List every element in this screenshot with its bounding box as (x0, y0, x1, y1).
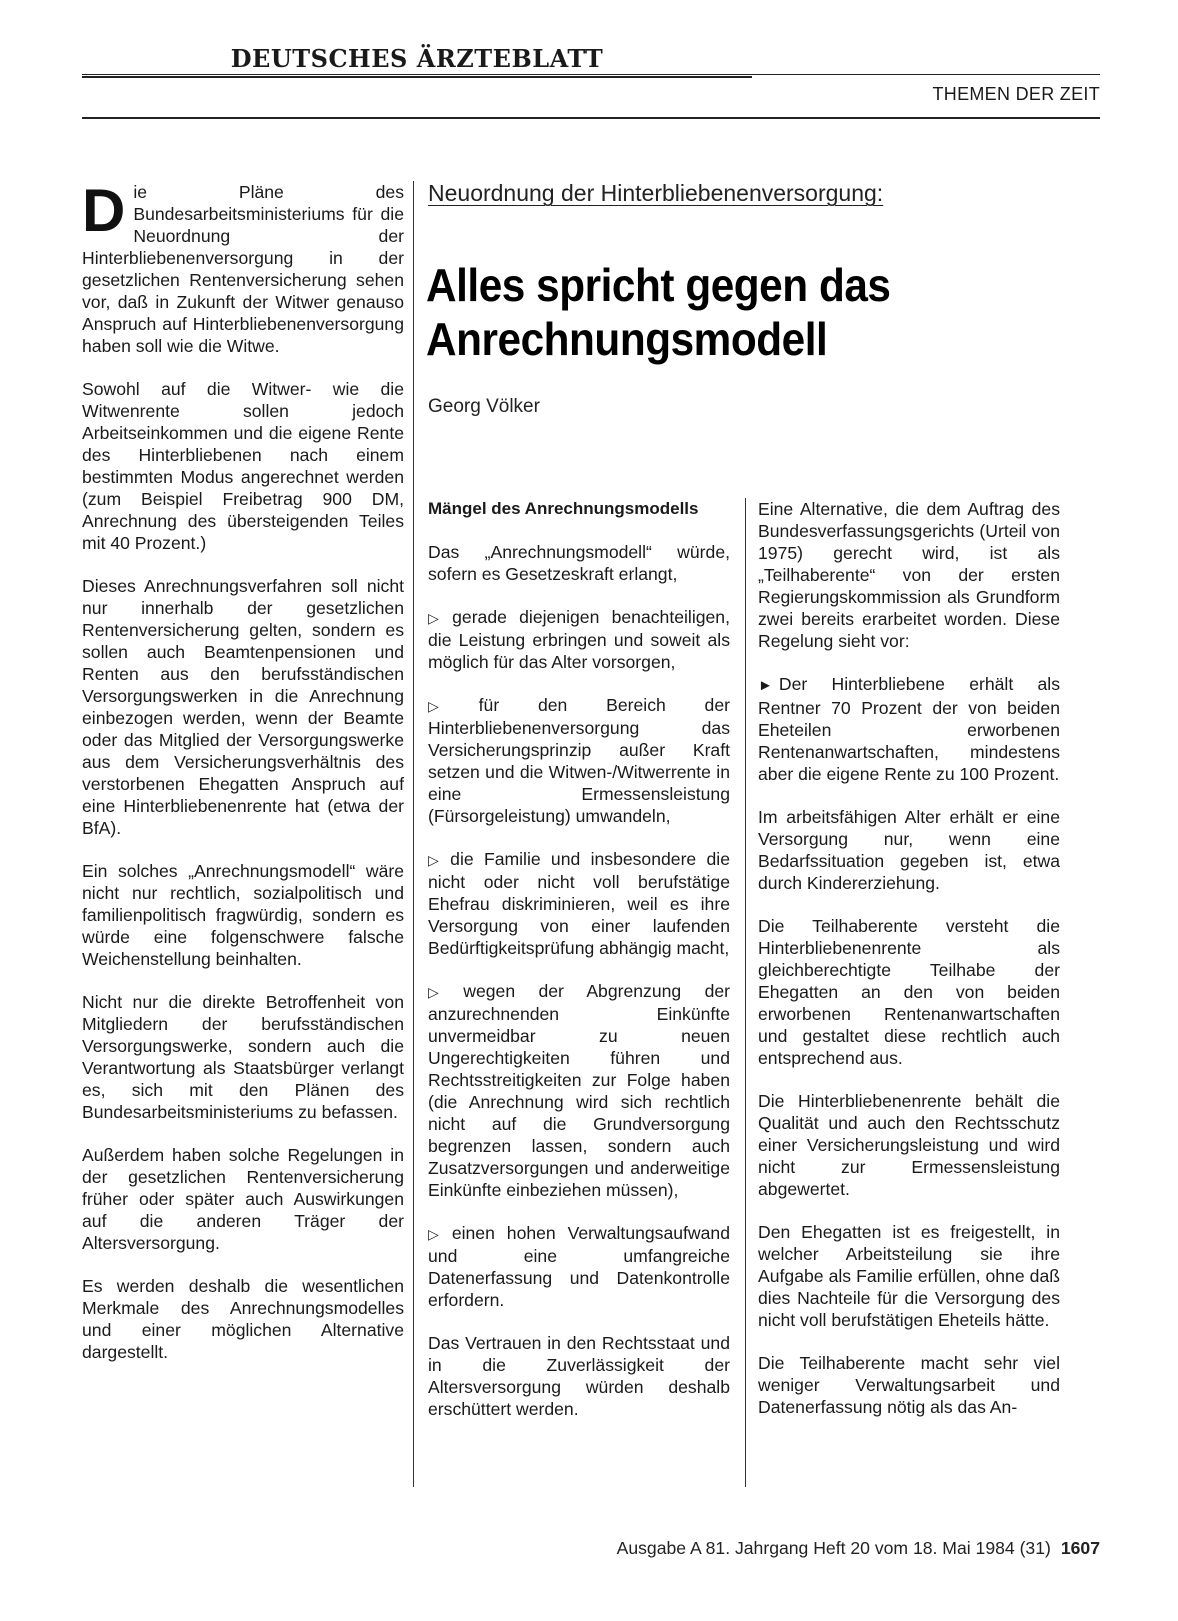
alternative-paragraph-3: Die Teilhaberente versteht die Hinterbliebenenrente als gleichberechtigte Teilhabe der Ehegatten an den von beiden erworbenen Rentenanwartschaften und gestaltet diese rechtlich auch entsprechend aus. (758, 916, 1060, 1068)
deficits-intro: Das „Anrechnungsmodell“ würde, sofern es Gesetzeskraft erlangt, (428, 542, 730, 584)
alternative-column (758, 498, 1060, 1439)
open-triangle-icon: ▷ (428, 984, 458, 1000)
intro-paragraph-5: Nicht nur die direkte Betroffenheit von Mitgliedern der berufsständischen Versorgungswerke, sondern auch die Verantwortung als Staatsbürger verlangt es, sich mit den Plänen des Bundesarbeitsministeriums zu befassen. (82, 992, 404, 1122)
open-triangle-icon: ▷ (428, 610, 447, 626)
open-triangle-icon: ▷ (428, 852, 445, 868)
page-footer (617, 1538, 1100, 1559)
article-headline: Alles spricht gegen das Anrechnungsmodell (426, 259, 891, 365)
intro-paragraph-1-text: ie Pläne des Bundesarbeitsministeriums für die Neuordnung der Hinterbliebenenversorgung in der gesetzlichen Rentenversicherung sehen vor, daß in Zukunft der Witwer genauso Anspruch auf Hinterbliebenenversorgung haben soll wie die Witwe. (82, 182, 404, 356)
deficit-item-5 (428, 1222, 730, 1311)
issue-info: Ausgabe A 81. Jahrgang Heft 20 vom 18. Mai 1984 (31) (616, 1538, 1051, 1558)
deficit-item-3 (428, 848, 730, 959)
deficit-item-4-text: wegen der Abgrenzung der anzurechnenden Einkünfte unvermeidbar zu neuen Ungerechtigkeiten führen und Rechtsstreitigkeiten zur Folge haben (die Anrechnung wird sich rechtlich nicht auf die Grundversorgung begrenzen lassen, sondern auch Zusatzversorgungen und anderweitige Einkünfte einbeziehen müssen), (428, 981, 730, 1200)
deficits-conclusion: Das Vertrauen in den Rechtsstaat und in die Zuverlässigkeit der Altersversorgung würden deshalb erschüttert werden. (428, 1333, 730, 1419)
deficit-item-4 (428, 980, 730, 1201)
drop-cap: D (82, 177, 126, 244)
deficits-column (428, 498, 730, 1441)
intro-paragraph-2: Sowohl auf die Witwer- wie die Witwenrente sollen jedoch Arbeitseinkommen und die eigene Rente des Hinterbliebenen nach einem bestimmten Modus angerechnet werden (zum Beispiel Freibetrag 900 DM, Anrechnung des übersteigenden Teiles mit 40 Prozent.) (82, 379, 404, 553)
intro-paragraph-6: Außerdem haben solche Regelungen in der gesetzlichen Rentenversicherung früher oder später auch Auswirkungen auf die anderen Träger der Altersversorgung. (82, 1145, 404, 1253)
alternative-paragraph-2: Im arbeitsfähigen Alter erhält er eine Versorgung nur, wenn eine Bedarfssituation gegeben ist, etwa durch Kindererziehung. (758, 807, 1060, 893)
open-triangle-icon: ▷ (428, 1226, 446, 1242)
page-number: 1607 (1060, 1538, 1100, 1558)
section-subhead: Mängel des Anrechnungsmodells (428, 499, 699, 518)
column-divider-1 (413, 181, 414, 1487)
article-author: Georg Völker (428, 396, 540, 417)
alternative-item-1-text: Der Hinterbliebene erhält als Rentner 70 Prozent der von beiden Eheteilen erworbenen Rentenanwartschaften, mindestens aber die eigene Rente zu 100 Prozent. (758, 674, 1060, 784)
deficit-item-2-text: für den Bereich der Hinterbliebenenversorgung das Versicherungsprinzip außer Kraft setzen und die Witwen-/Witwerrente in eine Ermessensleistung (Fürsorgeleistung) umwandeln, (428, 695, 730, 826)
open-triangle-icon: ▷ (428, 698, 473, 714)
deficit-item-1 (428, 606, 730, 673)
masthead-rule (82, 74, 1100, 75)
intro-paragraph-4: Ein solches „Anrechnungsmodell“ wäre nicht nur rechtlich, sozialpolitisch und familienpolitisch fragwürdig, sondern es würde eine folgenschwere falsche Weichenstellung beinhalten. (82, 861, 404, 969)
publication-title: DEUTSCHES ÄRZTEBLATT (230, 44, 604, 73)
section-rule (82, 117, 1100, 119)
alternative-paragraph-4: Die Hinterbliebenenrente behält die Qualität und auch den Rechtsschutz einer Versicherungsleistung und wird nicht zur Ermessensleistung abgewertet. (758, 1091, 1060, 1199)
deficit-item-2 (428, 694, 730, 827)
column-divider-2 (745, 498, 746, 1487)
deficit-item-1-text: gerade diejenigen benachteiligen, die Leistung erbringen und soweit als möglich für das Alter vorsorgen, (428, 607, 730, 672)
filled-triangle-icon: ► (758, 677, 773, 694)
intro-column (82, 177, 404, 1384)
alternative-paragraph-1: Eine Alternative, die dem Auftrag des Bundesverfassungsgerichts (Urteil von 1975) gerecht wird, ist als „Teilhaberente“ von der ersten Regierungskommission als Grundform zwei bereits erarbeitet worden. Diese Regelung sieht vor: (758, 499, 1060, 651)
alternative-paragraph-5: Den Ehegatten ist es freigestellt, in welcher Arbeitsteilung sie ihre Aufgabe als Familie erfüllen, ohne daß dies Nachteile für die Versorgung des nicht voll berufstätigen Eheteils hätte. (758, 1222, 1060, 1330)
masthead (82, 42, 752, 78)
section-label: THEMEN DER ZEIT (932, 84, 1100, 104)
alternative-item-1 (758, 673, 1060, 785)
deficit-item-5-text: einen hohen Verwaltungsaufwand und eine umfangreiche Datenerfassung und Datenkontrolle erfordern. (428, 1223, 730, 1310)
intro-paragraph-3: Dieses Anrechnungsverfahren soll nicht nur innerhalb der gesetzlichen Rentenversicherung gelten, sondern es sollen auch Beamtenpensionen und Renten aus den berufsständischen Versorgungswerken in die Anrechnung einbezogen werden, wenn der Beamte oder das Mitglied der Versorgungswerke aus dem Versicherungsverhältnis des verstorbenen Ehegatten Anspruch auf eine Hinterbliebenenrente hat (etwa der BfA). (82, 576, 404, 838)
intro-paragraph-7: Es werden deshalb die wesentlichen Merkmale des Anrechnungsmodelles und einer möglichen Alternative dargestellt. (82, 1276, 404, 1362)
alternative-paragraph-6: Die Teilhaberente macht sehr viel weniger Verwaltungsarbeit und Datenerfassung nötig als das An- (758, 1353, 1060, 1417)
deficit-item-3-text: die Familie und insbesondere die nicht oder nicht voll berufstätige Ehefrau diskriminieren, weil es ihre Versorgung von einer laufenden Bedürftigkeitsprüfung abhängig macht, (428, 849, 730, 958)
article-kicker: Neuordnung der Hinterbliebenenversorgung: (428, 180, 884, 206)
intro-paragraph-1 (82, 177, 404, 357)
